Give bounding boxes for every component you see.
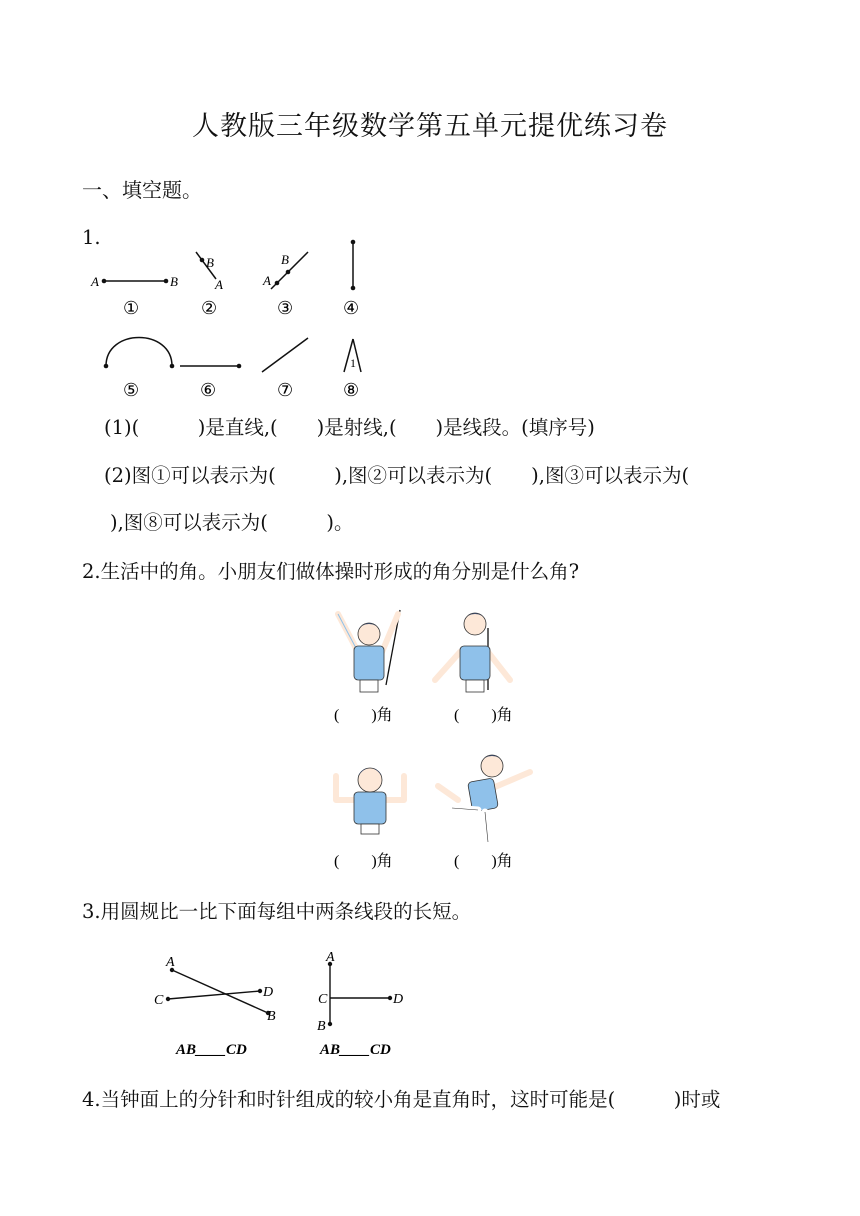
label-A: A: [326, 950, 335, 965]
section-heading: 一、填空题。: [82, 178, 202, 202]
figure-1-segment: [90, 274, 178, 318]
kid-arms-down-figure: [435, 613, 513, 724]
question-1-number: 1.: [82, 226, 101, 249]
label-C: C: [154, 993, 164, 1008]
kid-arms-up-figure: [334, 610, 400, 724]
label-B: B: [267, 1009, 276, 1024]
label-A: A: [215, 277, 223, 292]
figure-2-ray: [196, 252, 223, 318]
q1-figures: [80, 232, 400, 404]
kid-3-blank: ( )角: [334, 853, 393, 870]
label-B: B: [317, 1019, 326, 1034]
label-D: D: [263, 985, 274, 1000]
caption-4: ④: [343, 298, 360, 318]
label-A: A: [263, 273, 271, 288]
label-C: C: [318, 992, 328, 1007]
segments-group-1: [154, 955, 276, 1058]
figure-4-segment: [343, 240, 359, 318]
caption-2: ②: [201, 298, 218, 318]
label-B: B: [170, 274, 178, 289]
caption-3: ③: [277, 298, 294, 318]
label-D: D: [393, 992, 404, 1007]
compare-1: AB____CD: [176, 1042, 247, 1058]
label-B: B: [206, 255, 214, 270]
q3-figures: [150, 944, 420, 1064]
kid-balancing-figure: [438, 755, 530, 870]
question-3-text: 3.用圆规比一比下面每组中两条线段的长短。: [82, 900, 472, 923]
kid-1-blank: ( )角: [334, 707, 393, 724]
caption-6: ⑥: [200, 380, 217, 400]
kid-2-blank: ( )角: [454, 707, 513, 724]
figure-6-segment: [180, 364, 241, 400]
question-1-sub-2-line-1: (2)图①可以表示为( ),图②可以表示为( ),图③可以表示为(: [104, 464, 690, 487]
caption-1: ①: [123, 298, 140, 318]
kid-4-blank: ( )角: [454, 853, 513, 870]
question-1-sub-2-line-2: ),图⑧可以表示为( )。: [110, 511, 354, 534]
figure-5-curve: [104, 338, 175, 401]
caption-7: ⑦: [277, 380, 294, 400]
angle-label-1: 1: [350, 356, 356, 370]
figure-7-line: [262, 338, 308, 400]
compare-2: AB____CD: [320, 1042, 391, 1058]
label-A: A: [166, 955, 175, 970]
q2-figures: [320, 600, 540, 875]
question-2-text: 2.生活中的角。小朋友们做体操时形成的角分别是什么角?: [82, 560, 580, 583]
caption-5: ⑤: [123, 380, 140, 400]
caption-8: ⑧: [343, 380, 360, 400]
figure-3-line: [262, 252, 308, 318]
figure-8-angle: [343, 339, 361, 400]
label-B: B: [281, 252, 289, 267]
question-1-sub-1: (1)( )是直线,( )是射线,( )是线段。(填序号): [104, 416, 595, 439]
label-A: A: [91, 274, 99, 289]
question-4-text: 4.当钟面上的分针和时针组成的较小角是直角时，这时可能是( )时或: [82, 1088, 721, 1111]
segments-group-2: [317, 950, 403, 1058]
kid-arms-bent-figure: [334, 768, 404, 870]
page-title: 人教版三年级数学第五单元提优练习卷: [192, 111, 668, 142]
